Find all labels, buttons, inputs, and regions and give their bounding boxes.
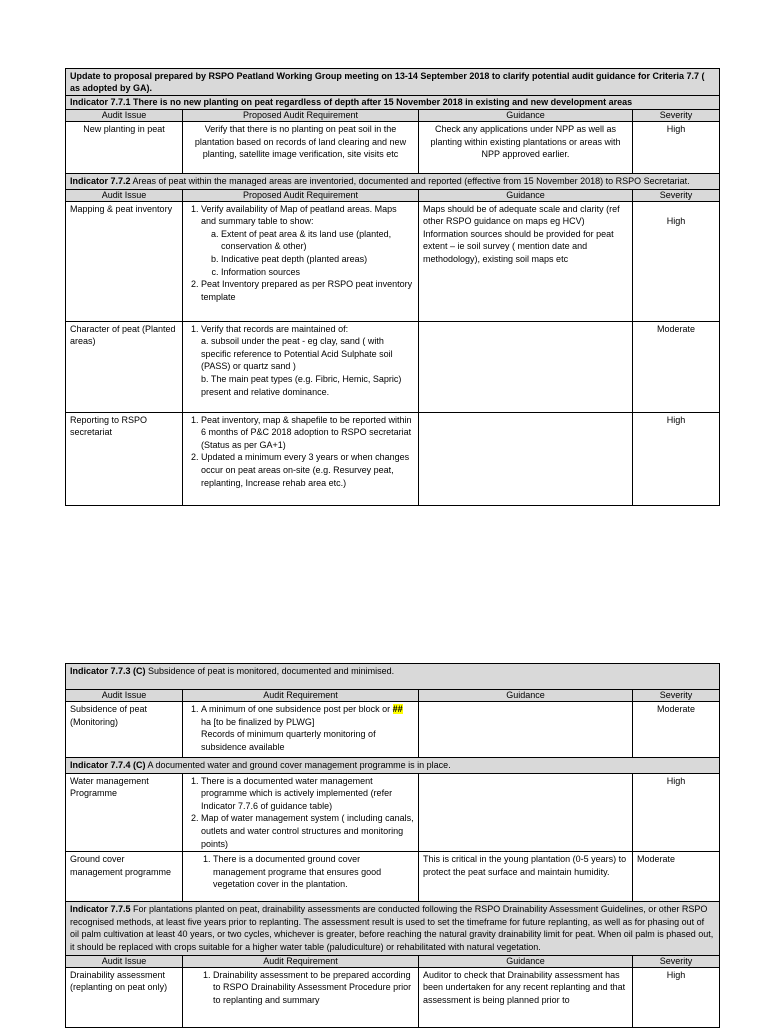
audit-issue-cell: Reporting to RSPO secretariat [66, 412, 183, 505]
requirement-cell: 1. There is a documented water management programme which is actively implemented (refer Indicator 7.7.6 of guidance table) 2. Map of water management system ( including canals, outlets and water control structures and monitoring points) [183, 773, 419, 852]
criteria-7-7-table-part1 [65, 68, 720, 506]
header-requirement: Audit Requirement [183, 955, 419, 967]
table-row [66, 412, 720, 505]
audit-issue-cell: Mapping & peat inventory [66, 201, 183, 321]
severity-cell: Moderate [633, 702, 720, 758]
guidance-cell: This is critical in the young plantation (0-5 years) to protect the peat surface and maintain humidity. [419, 852, 633, 902]
table-row [66, 702, 720, 758]
guidance-cell: Auditor to check that Drainability assessment has been undertaken for any recent replanting and that assessment is being planned prior to [419, 967, 633, 1027]
severity-cell: High [633, 122, 720, 174]
header-severity: Severity [633, 189, 720, 201]
severity-cell: High [633, 201, 720, 321]
header-requirement: Proposed Audit Requirement [183, 110, 419, 122]
header-audit-issue: Audit Issue [66, 110, 183, 122]
header-requirement: Audit Requirement [183, 690, 419, 702]
audit-issue-cell: Drainability assessment (replanting on peat only) [66, 967, 183, 1027]
table-row [66, 773, 720, 852]
table-row [66, 122, 720, 174]
severity-cell: High [633, 773, 720, 852]
criteria-7-7-table-part2 [65, 663, 720, 1028]
table-row [66, 967, 720, 1027]
audit-issue-cell: Subsidence of peat (Monitoring) [66, 702, 183, 758]
requirement-cell: 1. Verify availability of Map of peatland areas. Maps and summary table to show: a. Extent of peat area & its land use (planted, conservation & other) b. Indicative peat depth (planted areas) c. Information sources 2. Peat Inventory prepared as per RSPO peat inventory template [183, 201, 419, 321]
header-guidance: Guidance [419, 189, 633, 201]
table-title: Update to proposal prepared by RSPO Peatland Working Group meeting on 13-14 September 2018 to clarify potential audit guidance for Criteria 7.7 ( as adopted by GA). [66, 69, 720, 96]
guidance-cell [419, 412, 633, 505]
audit-issue-cell: Water management Programme [66, 773, 183, 852]
placeholder-highlight: ## [392, 704, 403, 714]
guidance-cell: Maps should be of adequate scale and clarity (ref other RSPO guidance on maps eg HCV) Information sources should be provided for peat extent – ie soil survey ( mention date and methodology), existing soil maps etc [419, 201, 633, 321]
audit-issue-cell: New planting in peat [66, 122, 183, 174]
severity-cell: High [633, 967, 720, 1027]
guidance-cell: Check any applications under NPP as well as planting within existing plantations or areas with NPP approved earlier. [419, 122, 633, 174]
severity-cell: Moderate [633, 321, 720, 412]
guidance-cell [419, 321, 633, 412]
indicator-7-7-5: Indicator 7.7.5 For plantations planted on peat, drainability assessments are conducted following the RSPO Drainability Assessment Guidelines, or other RSPO recognised methods, at least five years prior to replanting. The assessment result is used to set the timeframe for future replanting, as well as for phasing out of oil palm cultivation at least 40 years, or two cycles, whichever is greater, before reaching the natural gravity drainability limit for peat. When oil palm is phased out, it should be replaced with crops suitable for a higher water table (paludiculture) or rehabilitated with natural vegetation. [66, 902, 720, 955]
header-audit-issue: Audit Issue [66, 690, 183, 702]
audit-issue-cell: Character of peat (Planted areas) [66, 321, 183, 412]
indicator-7-7-4: Indicator 7.7.4 (C) A documented water and ground cover management programme is in place. [66, 758, 720, 774]
header-severity: Severity [633, 955, 720, 967]
indicator-7-7-2: Indicator 7.7.2 Areas of peat within the managed areas are inventoried, documented and reported (effective from 15 November 2018) to RSPO Secretariat. [66, 174, 720, 190]
header-guidance: Guidance [419, 690, 633, 702]
audit-issue-cell: Ground cover management programme [66, 852, 183, 902]
requirement-cell: 1. There is a documented ground cover management programe that ensures good vegetation cover in the plantation. [183, 852, 419, 902]
header-audit-issue: Audit Issue [66, 189, 183, 201]
indicator-7-7-1: Indicator 7.7.1 There is no new planting on peat regardless of depth after 15 November 2018 in existing and new development areas [66, 96, 720, 110]
indicator-7-7-3: Indicator 7.7.3 (C) Subsidence of peat is monitored, documented and minimised. [66, 664, 720, 690]
header-guidance: Guidance [419, 955, 633, 967]
header-requirement: Proposed Audit Requirement [183, 189, 419, 201]
requirement-cell: 1. Verify that records are maintained of: a. subsoil under the peat - eg clay, sand ( with specific reference to Potential Acid Sulphate soil (PASS) or quartz sand ) b. The main peat types (e.g. Fibric, Hemic, Sapric) present and relative dominance. [183, 321, 419, 412]
requirement-cell: 1. A minimum of one subsidence post per block or ## ha [to be finalized by PLWG] Records of minimum quarterly monitoring of subsidence available [183, 702, 419, 758]
guidance-cell [419, 702, 633, 758]
severity-cell: High [633, 412, 720, 505]
table-row [66, 201, 720, 321]
requirement-cell: 1. Peat inventory, map & shapefile to be reported within 6 months of P&C 2018 adoption to RSPO secretariat (Status as per GA+1) 2. Updated a minimum every 3 years or when changes occur on peat areas on-site (e.g. Resurvey peat, replanting, Increase rehab area etc.) [183, 412, 419, 505]
header-severity: Severity [633, 690, 720, 702]
header-guidance: Guidance [419, 110, 633, 122]
severity-cell: Moderate [633, 852, 720, 902]
requirement-cell: Verify that there is no planting on peat soil in the plantation based on records of land clearing and new planting, satellite image verification, site visits etc [183, 122, 419, 174]
guidance-cell [419, 773, 633, 852]
table-row [66, 321, 720, 412]
requirement-cell: 1. Drainability assessment to be prepared according to RSPO Drainability Assessment Procedure prior to replanting and summary [183, 967, 419, 1027]
table-row [66, 852, 720, 902]
header-audit-issue: Audit Issue [66, 955, 183, 967]
header-severity: Severity [633, 110, 720, 122]
